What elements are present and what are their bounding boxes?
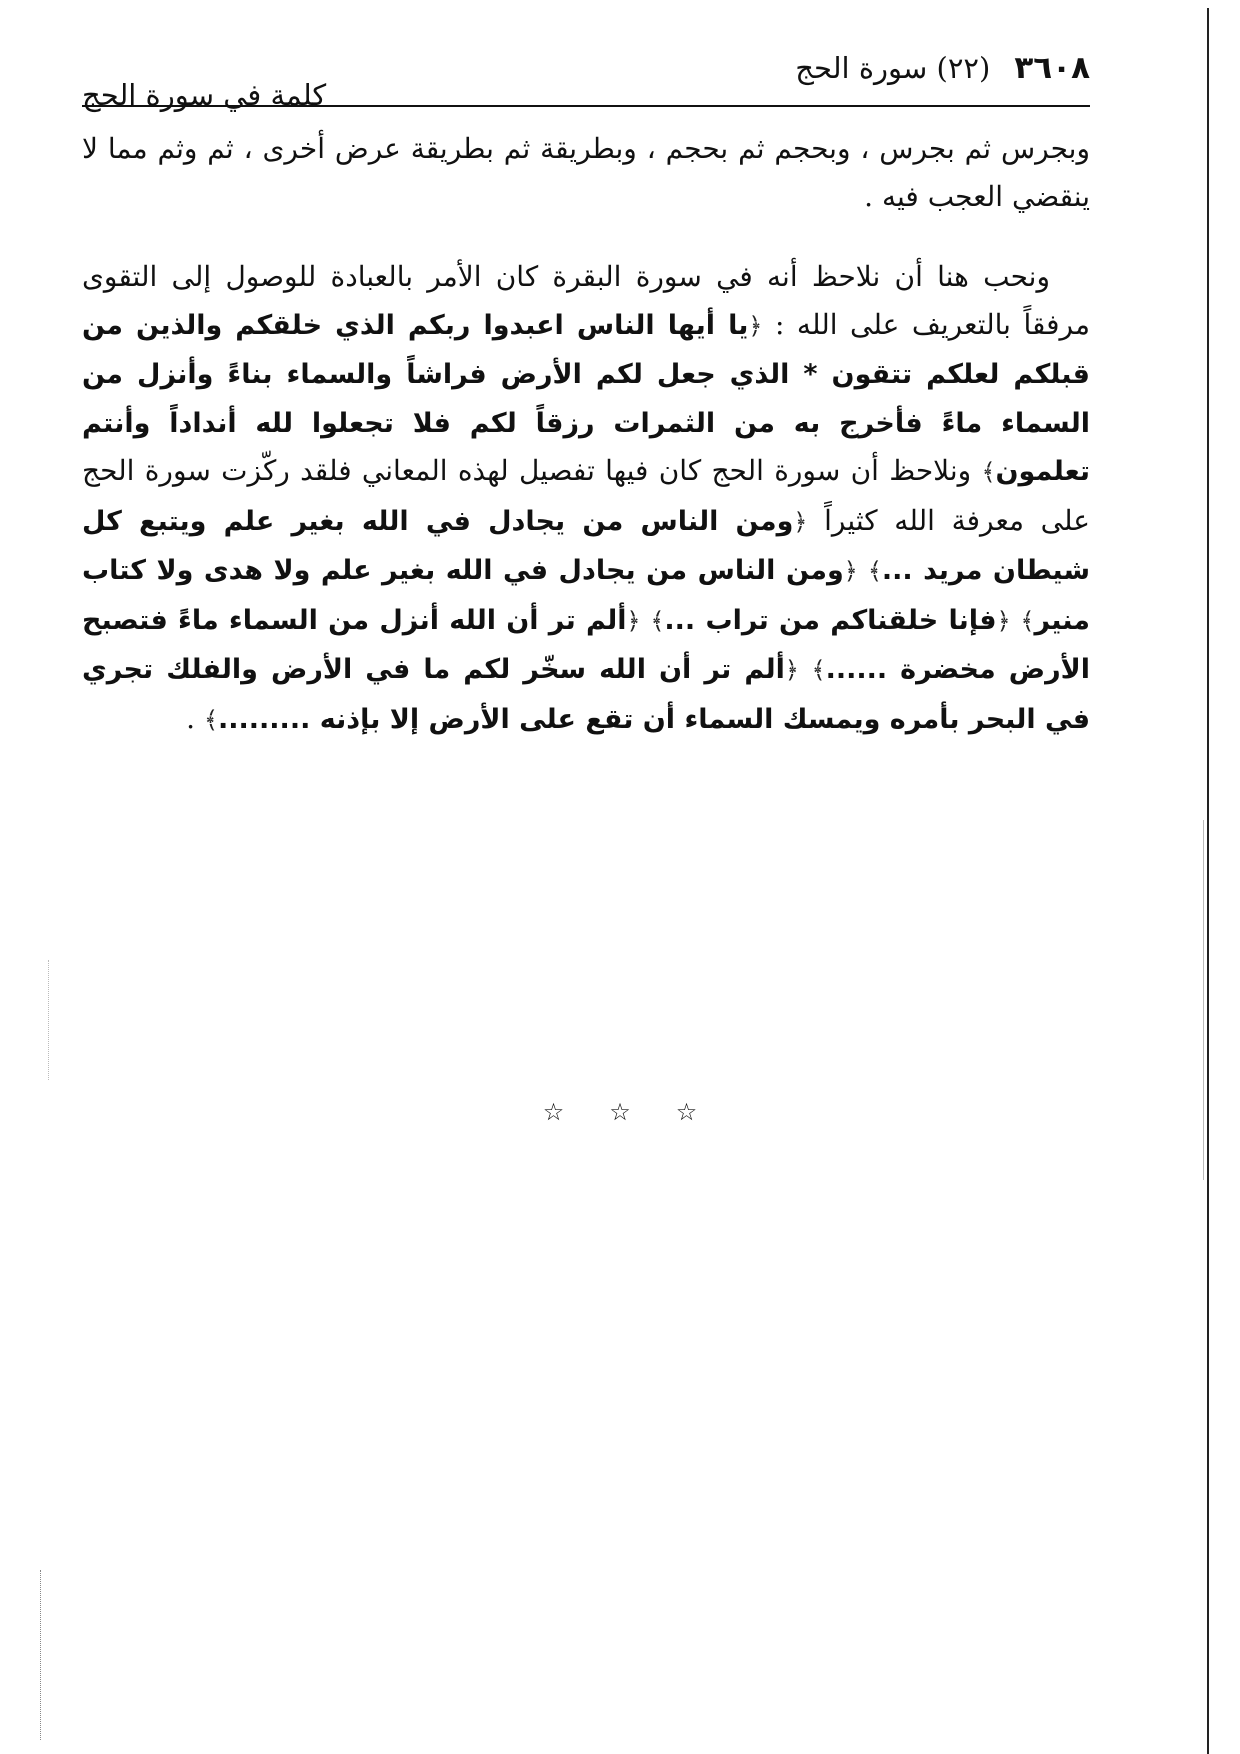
scan-edge-marks-upper [48,960,50,1080]
header-divider [82,105,1090,107]
section-separator [0,1098,1240,1126]
closing-period: . [186,701,196,735]
quran-bracket-open-icon: ﴿ [843,557,858,585]
header-right-group [795,50,1090,86]
commentary-paragraph [82,253,1090,744]
page-number: ٣٦٠٨ [1014,50,1090,86]
quran-bracket-open-icon: ﴿ [784,656,799,684]
quran-verse-3: ومن الناس من يجادل في الله بغير علم ولا هدى ولا كتاب منير [82,555,1090,636]
main-text [82,125,1090,744]
quran-bracket-close-icon: ﴾ [867,557,882,585]
quran-bracket-open-icon: ﴿ [626,606,641,635]
commentary-text-b: ونلاحظ أن سورة الحج كان فيها تفصيل لهذه المعاني فلقد ركّزت سورة الحج على معرفة الله كثيراً [82,454,1090,537]
page-edge-line [1207,8,1209,1754]
quran-bracket-close-icon: ﴾ [1020,606,1035,635]
quran-bracket-close-icon: ﴾ [811,656,826,684]
intro-paragraph [82,125,1090,220]
intro-text: وبجرس ثم بجرس ، وبحجم ثم بحجم ، وبطريقة ثم بطريقة عرض أخرى ، ثم وثم مما لا ينقضي العجب فيه . [82,132,1090,213]
commentary-text-a: ونحب هنا أن نلاحظ أنه في سورة البقرة كان الأمر بالعبادة للوصول إلى التقوى مرفقاً بالتعريف على الله : [82,260,1091,341]
quran-verse-6: ألم تر أن الله سخّر لكم ما في الأرض والفلك تجري في البحر بأمره ويمسك السماء أن تقع على الأرض إلا بإذنه ......... [82,654,1090,735]
quran-bracket-close-icon: ﴾ [981,458,996,486]
star-icon: ☆ [609,1098,631,1126]
star-icon: ☆ [542,1098,565,1126]
quran-verse-1: يا أيها الناس اعبدوا ربكم الذي خلقكم والذين من قبلكم لعلكم تتقون * الذي جعل لكم الأرض فراشاً والسماء بناءً وأنزل من السماء ماءً فأخرج به من الثمرات رزقاً لكم فلا تجعلوا لله أنداداً وأنتم تعلمون [82,309,1090,487]
star-icon: ☆ [675,1098,698,1126]
quran-verse-2: ومن الناس من يجادل في الله بغير علم ويتبع كل شيطان مريد ... [82,505,1090,586]
surah-label: (٢٢) سورة الحج [795,51,991,85]
section-title: كلمة في سورة الحج [82,78,327,112]
page-header [82,50,1090,110]
quran-bracket-open-icon: ﴿ [748,311,763,340]
quran-bracket-open-icon: ﴿ [996,606,1011,635]
quran-bracket-close-icon: ﴾ [650,606,665,635]
quran-verse-4: فإنا خلقناكم من تراب ... [664,604,997,636]
scan-edge-marks [40,1570,42,1740]
page-edge-shadow [1203,820,1204,1180]
quran-verse-5: ألم تر أن الله أنزل من السماء ماءً فتصبح الأرض مخضرة ...... [82,604,1090,685]
quran-bracket-close-icon: ﴾ [203,705,219,734]
quran-bracket-open-icon: ﴿ [793,507,808,536]
